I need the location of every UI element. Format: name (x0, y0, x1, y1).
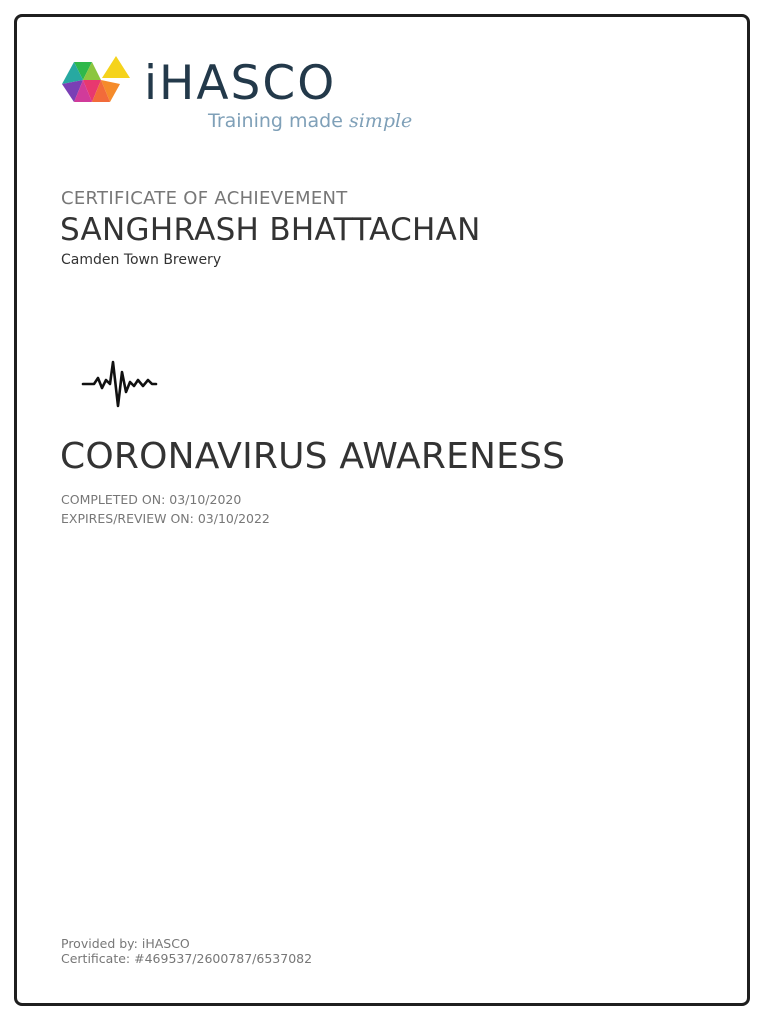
heartbeat-pulse-icon (80, 358, 160, 410)
completed-date: COMPLETED ON: 03/10/2020 (61, 492, 242, 507)
tagline-main: Training made (208, 110, 343, 132)
ihasco-logo (60, 56, 460, 146)
tagline-script: simple (348, 110, 413, 132)
certificate-label: CERTIFICATE OF ACHIEVEMENT (61, 188, 348, 209)
certificate-frame (14, 14, 750, 1006)
recipient-name: SANGHRASH BHATTACHAN (60, 212, 481, 248)
provider-text: Provided by: iHASCO (61, 936, 190, 951)
expiry-date: EXPIRES/REVIEW ON: 03/10/2022 (61, 511, 270, 526)
certificate-number: Certificate: #469537/2600787/6537082 (61, 951, 313, 966)
brand-tagline (208, 110, 412, 132)
course-title: CORONAVIRUS AWARENESS (60, 436, 566, 477)
brand-wordmark: iHASCO (144, 56, 337, 111)
organisation-name: Camden Town Brewery (61, 252, 222, 268)
hexagon-logo-icon (60, 56, 136, 116)
